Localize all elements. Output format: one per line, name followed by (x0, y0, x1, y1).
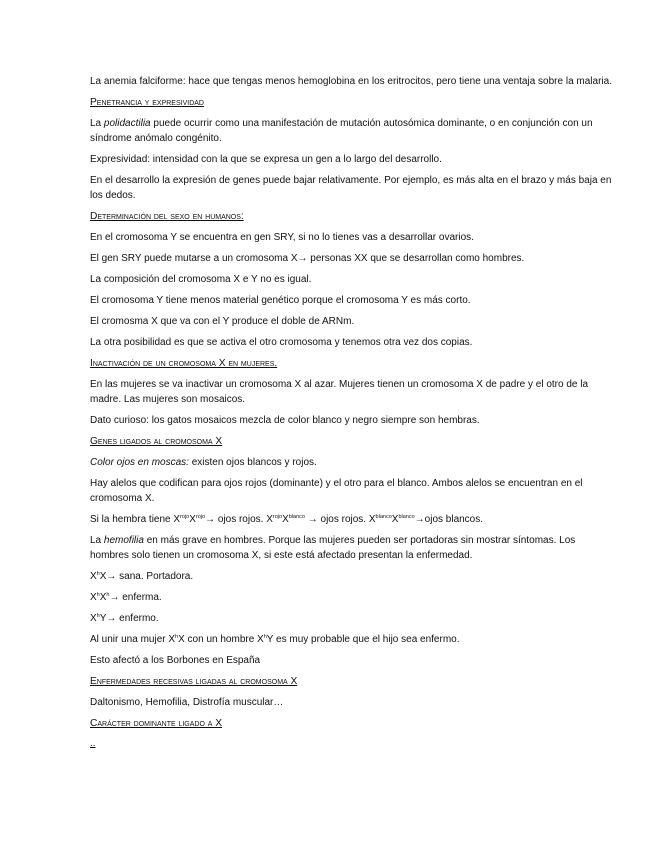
term-color-ojos: Color ojos en moscas: (90, 456, 189, 468)
paragraph-polidactilia (90, 116, 615, 147)
paragraph-material: El cromosoma Y tiene menos material genético porque el cromosoma Y es más corto. (90, 294, 471, 306)
al-unir-text: Al unir una mujer X (90, 633, 176, 645)
paragraph-inactivar: En las mujeres se va inactivar un cromosoma X al azar. Mujeres tienen un cromosoma X de padre y el otro de la madre. Las mujeres son mosaicos. (90, 378, 589, 405)
cross-prefix: Si la hembra tiene X (90, 513, 181, 525)
superscript-blanco: blanco (398, 513, 415, 520)
genotype-result: Y→ enfermo. (99, 612, 159, 624)
al-unir-text: X con un hombre X (178, 633, 264, 645)
polidactilia-text: puede ocurrir como una manifestación de mutación autosómica dominante, o en conjunción con un síndrome anómalo congénito. (90, 117, 593, 145)
genotype-x: X (90, 592, 97, 604)
superscript-h: h (96, 571, 100, 578)
paragraph-borbones: Esto afectó a los Borbones en España (90, 654, 261, 666)
paragraph-expresividad: Expresividad: intensidad con la que se expresa un gen a lo largo del desarrollo. (90, 154, 442, 166)
genotype-enferma (90, 590, 615, 605)
heading-inactivacion: Inactivación de un cromosoma X en mujeres. (90, 357, 278, 369)
paragraph-gen-sry: El gen SRY puede mutarse a un cromosoma X→ personas XX que se desarrollan como hombres. (90, 253, 525, 265)
genotype-x: X (90, 571, 97, 583)
paragraph-anemia: La anemia falciforme: hace que tengas menos hemoglobina en los eritrocitos, pero tiene una ventaja sobre la malaria. (90, 76, 612, 87)
paragraph-daltonismo: Daltonismo, Hemofilia, Distrofía muscular… (90, 696, 284, 708)
genotype-result: X→ sana. Portadora. (99, 571, 194, 583)
heading-determinacion: Determinación del sexo en humanos: (90, 211, 244, 223)
genotype-sana (90, 569, 615, 584)
genotype-x: X (99, 592, 107, 604)
paragraph-otra: La otra posibilidad es que se activa el otro cromosoma y tenemos otra vez dos copias. (90, 336, 473, 348)
superscript-h: h (96, 592, 100, 599)
color-ojos-text: existen ojos blancos y rojos. (188, 456, 317, 468)
paragraph-hemofilia (90, 533, 615, 564)
paragraph-desarrollo: En el desarrollo la expresión de genes puede bajar relativamente. Por ejemplo, es más alta en el brazo y más baja en los dedos. (90, 175, 612, 202)
paragraph-arnm: El cromosma X que va con el Y produce el doble de ARNm. (90, 315, 355, 327)
paragraph-color-ojos (90, 455, 615, 470)
paragraph-al-unir (90, 632, 615, 647)
al-unir-text: Y es muy probable que el hijo sea enfermo. (266, 633, 460, 645)
superscript-h: h (106, 592, 110, 599)
genotype-enfermo (90, 611, 615, 626)
cross-x: X (282, 513, 289, 525)
term-hemofilia: hemofilia (103, 534, 144, 546)
genotype-x: X (90, 612, 97, 624)
term-polidactilia: polidactilia (103, 117, 151, 129)
paragraph-dato: Dato curioso: los gatos mosaicos mezcla de color blanco y negro siempre son hembras. (90, 414, 480, 426)
heading-penetrancia: Penetrancia y expresividad (90, 96, 204, 108)
cross-x: X (189, 513, 196, 525)
superscript-h: h (96, 612, 100, 619)
heading-recesivas: Enfermedades recesivas ligadas al cromosoma X (90, 675, 298, 687)
paragraph-sry: En el cromosoma Y se encuentra en gen SRY, si no lo tienes vas a desarrollar ovarios. (90, 232, 474, 244)
paragraph-dots: .. (90, 738, 96, 750)
superscript-blanco: blanco (375, 513, 392, 520)
paragraph-cross (90, 512, 615, 527)
genotype-result: → enferma. (109, 592, 162, 604)
paragraph-alelos: Hay alelos que codifican para ojos rojos (dominante) y el otro para el blanco. Ambos alelos se encuentran en el cromosoma X. (90, 477, 583, 505)
cross-result: → ojos rojos. X (205, 513, 273, 525)
superscript-h: h (263, 633, 267, 640)
cross-x: X (391, 513, 399, 525)
superscript-blanco: blanco (288, 513, 305, 520)
superscript-h: h (175, 633, 179, 640)
heading-dominante: Carácter dominante ligado a X (90, 717, 223, 729)
superscript-rojo: rojo (180, 513, 190, 520)
cross-result: →ojos blancos. (414, 513, 484, 525)
cross-result: → ojos rojos. X (304, 513, 376, 525)
article-la: La (90, 534, 104, 546)
article-la: La (90, 117, 104, 129)
superscript-rojo: rojo (272, 513, 283, 520)
paragraph-composicion: La composición del cromosoma X e Y no es igual. (90, 274, 312, 286)
hemofilia-text: en más grave en hombres. Porque las mujeres pueden ser portadoras sin mostrar síntomas. Los hombres solo tienen un cromosoma X, si este está afectado presentan la enfermedad. (90, 534, 576, 562)
superscript-rojo: rojo (195, 513, 206, 520)
heading-genes-ligados: Genes ligados al cromosoma X (90, 435, 223, 447)
